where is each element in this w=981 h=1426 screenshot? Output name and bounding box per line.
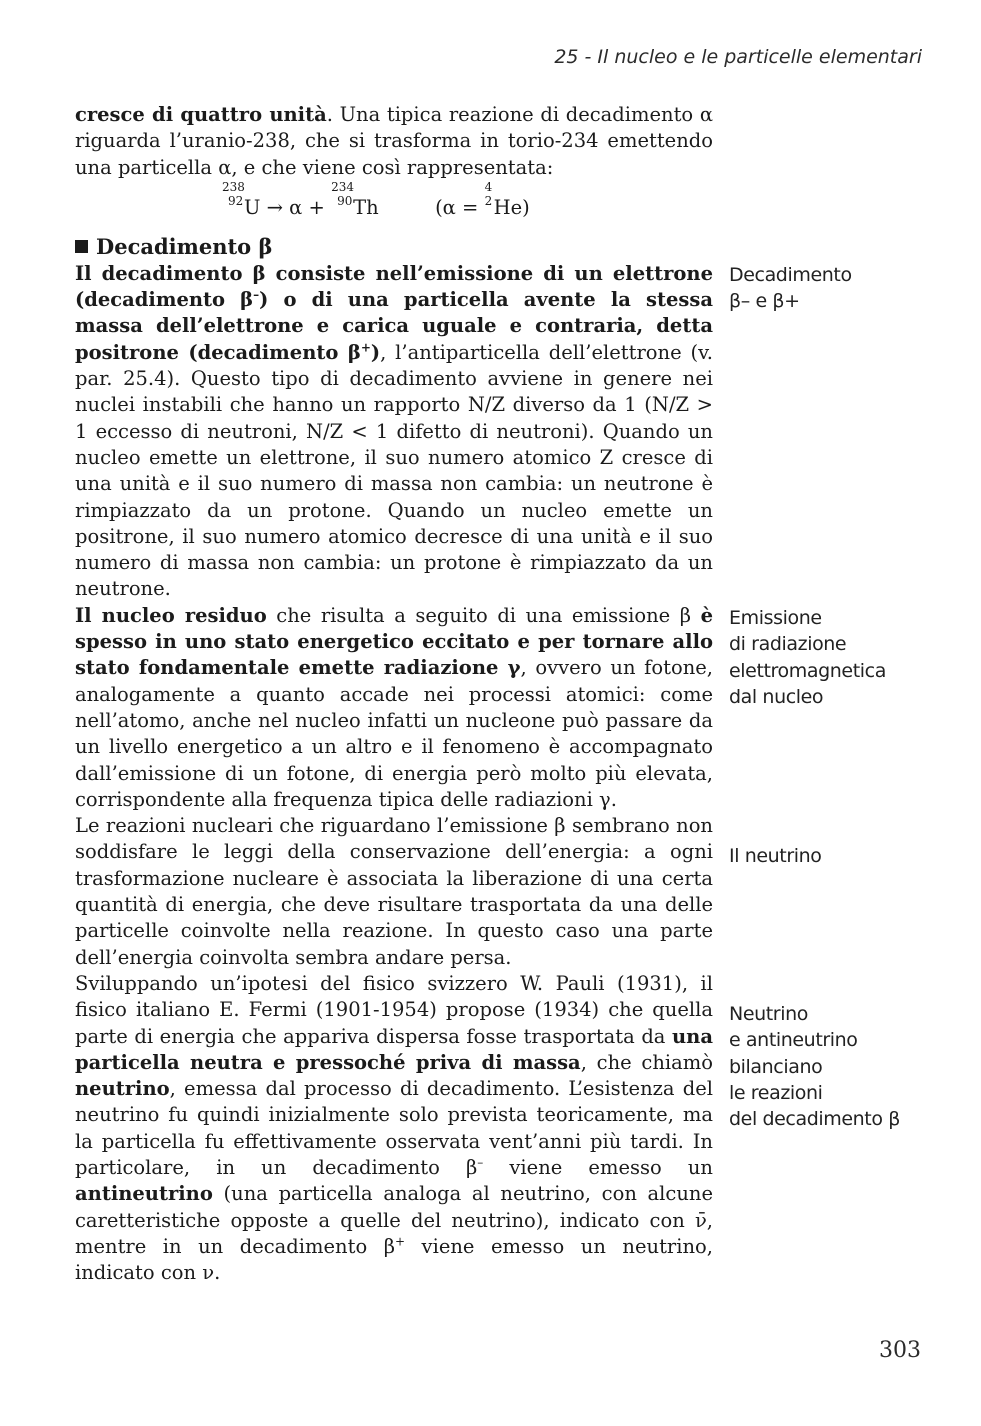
gamma-text-2: , ovvero un fotone, analogamente a quanto accade nei processi atomici: come nell’atomo, anche nel nucleo infatti un nucleone può passare da un livello energetico a un altro e il fenomeno è accompagnato dall’emissione di un fotone, di energia però molto più elevata, corrispondente alla frequenza tipica delle radiazioni γ.: [75, 656, 713, 811]
gamma-paragraph: [75, 603, 713, 813]
gamma-bold-2: è spesso in uno stato energetico eccitato e per tornare allo stato fondamentale emette radiazione γ: [75, 603, 713, 680]
beta-minus-sup: –: [253, 287, 260, 302]
section-heading-text: Decadimento β: [96, 233, 273, 259]
running-header: 25 - Il nucleo e le particelle elementari: [554, 46, 922, 68]
square-bullet-icon: [75, 240, 88, 253]
intro-paragraph: [75, 102, 713, 181]
neutrino-minus-sup: –: [477, 1155, 484, 1170]
beta-bold-1: Il decadimento β consiste nell’emissione di un elettrone (decadimento β: [75, 261, 713, 312]
margin-note-gamma-line-2: di radiazione: [729, 633, 847, 656]
margin-note-gamma: [729, 605, 929, 710]
neutrino-text-6: viene emesso un neutrino, indicato con ν.: [75, 1234, 713, 1285]
margin-note-antineutrino-line-2: e antineutrino: [729, 1029, 858, 1052]
th-mass-number: 234: [331, 179, 354, 194]
neutrino-text-5: (una particella analoga al neutrino, con alcune caretteristiche opposte a quelle del neutrino), indicato con ν̄, mentre in un decadimento β: [75, 1182, 713, 1258]
margin-note-gamma-line-4: dal nucleo: [729, 685, 824, 708]
thorium-nuclide: [331, 179, 379, 227]
beta-text: , l’antiparticella dell’elettrone (v. par. 25.4). Questo tipo di decadimento avviene in genere nei nuclei instabili che hanno un rapporto N/Z diverso da 1 (N/Z > 1 eccesso di neutroni, N/Z < 1 difetto di neutroni). Quando un nucleo emette un elettrone, il suo numero atomico Z cresce di una unità e il suo numero di massa non cambia: un neutrone è rimpiazzato da un protone. Quando un nucleo emette un positrone, il suo numero atomico decresce di una unità e il suo numero di massa non cambia: un protone è rimpiazzato da un neutrone.: [75, 340, 713, 601]
main-text-column: [75, 102, 713, 1286]
beta-decay-paragraph: [75, 261, 713, 603]
u-atomic-number: 92: [228, 193, 244, 208]
margin-note-beta-line-1: Decadimento: [729, 264, 852, 286]
section-heading: [75, 233, 713, 261]
neutrino-bold-2: neutrino: [75, 1077, 170, 1101]
margin-note-gamma-line-1: Emissione: [729, 607, 822, 629]
neutrino-bold-1: una particella neutra e pressoché priva di massa: [75, 1024, 713, 1074]
alpha-definition-open: (α =: [435, 195, 479, 219]
gamma-text-1: che risulta a seguito di una emissione β: [266, 603, 701, 627]
margin-note-antineutrino-line-5: del decadimento β: [729, 1108, 900, 1131]
margin-note-antineutrino: [729, 1001, 929, 1132]
neutrino-text-4: viene emesso un: [483, 1155, 713, 1179]
he-symbol: He): [493, 195, 530, 219]
th-atomic-number: 90: [337, 193, 353, 208]
neutrino-text-2: , che chiamò: [580, 1050, 713, 1074]
beta-bold-3: ): [370, 340, 381, 364]
margin-note-beta-line-2: β– e β+: [729, 290, 800, 313]
neutrino-text-1: Sviluppando un’ipotesi del fisico svizzero W. Pauli (1931), il fisico italiano E. Fermi (1901-1954) propose (1934) che quella parte di energia che appariva dispersa fosse trasportata da: [75, 971, 713, 1048]
helium-nuclide: [484, 179, 530, 227]
margin-note-antineutrino-line-1: Neutrino: [729, 1003, 808, 1025]
energy-text: Le reazioni nucleari che riguardano l’emissione β sembrano non soddisfare le leggi della conservazione dell’energia: a ogni trasformazione nucleare è associata la liberazione di una certa quantità di energia, che deve risultare trasportata da una delle particelle coinvolte nella reazione. In questo caso una parte dell’energia coinvolta sembra andare persa.: [75, 814, 713, 969]
margin-note-antineutrino-line-4: le reazioni: [729, 1081, 823, 1104]
decay-formula: [222, 179, 713, 227]
margin-note-neutrino: [729, 843, 929, 869]
intro-text: . Una tipica reazione di decadimento α riguarda l’uranio-238, che si trasforma in torio-234 emettendo una particella α, e che viene così rappresentata:: [75, 103, 713, 179]
energy-paragraph: [75, 813, 713, 971]
neutrino-plus-sup: +: [394, 1234, 406, 1249]
u-mass-number: 238: [222, 179, 245, 194]
beta-bold-2: ) o di una particella avente la stessa massa dell’elettrone e carica uguale e contraria, detta positrone (decadimento β: [75, 288, 713, 364]
neutrino-paragraph: [75, 971, 713, 1287]
margin-note-beta: [729, 262, 929, 315]
gamma-bold-1: Il nucleo residuo: [75, 603, 267, 627]
he-mass-number: 4: [484, 179, 493, 194]
margin-note-neutrino-line-1: Il neutrino: [729, 845, 822, 867]
page-number: 303: [879, 1338, 921, 1363]
intro-bold: cresce di quattro unità: [75, 103, 327, 126]
arrow-alpha: → α +: [266, 195, 325, 219]
th-symbol: Th: [353, 195, 379, 219]
he-atomic-number: 2: [484, 193, 493, 208]
neutrino-text-3: , emessa dal processo di decadimento. L’esistenza del neutrino fu quindi inizialmente solo prevista teoricamente, ma la particella fu effettivamente osservata vent’anni più tardi. In particolare, in un decadimento β: [75, 1077, 713, 1179]
neutrino-bold-3: antineutrino: [75, 1182, 213, 1206]
margin-note-gamma-line-3: elettromagnetica: [729, 659, 886, 682]
beta-plus-sup: +: [360, 340, 371, 355]
u-symbol: U: [244, 195, 261, 219]
margin-note-antineutrino-line-3: bilanciano: [729, 1055, 823, 1078]
uranium-nuclide: [222, 179, 261, 227]
